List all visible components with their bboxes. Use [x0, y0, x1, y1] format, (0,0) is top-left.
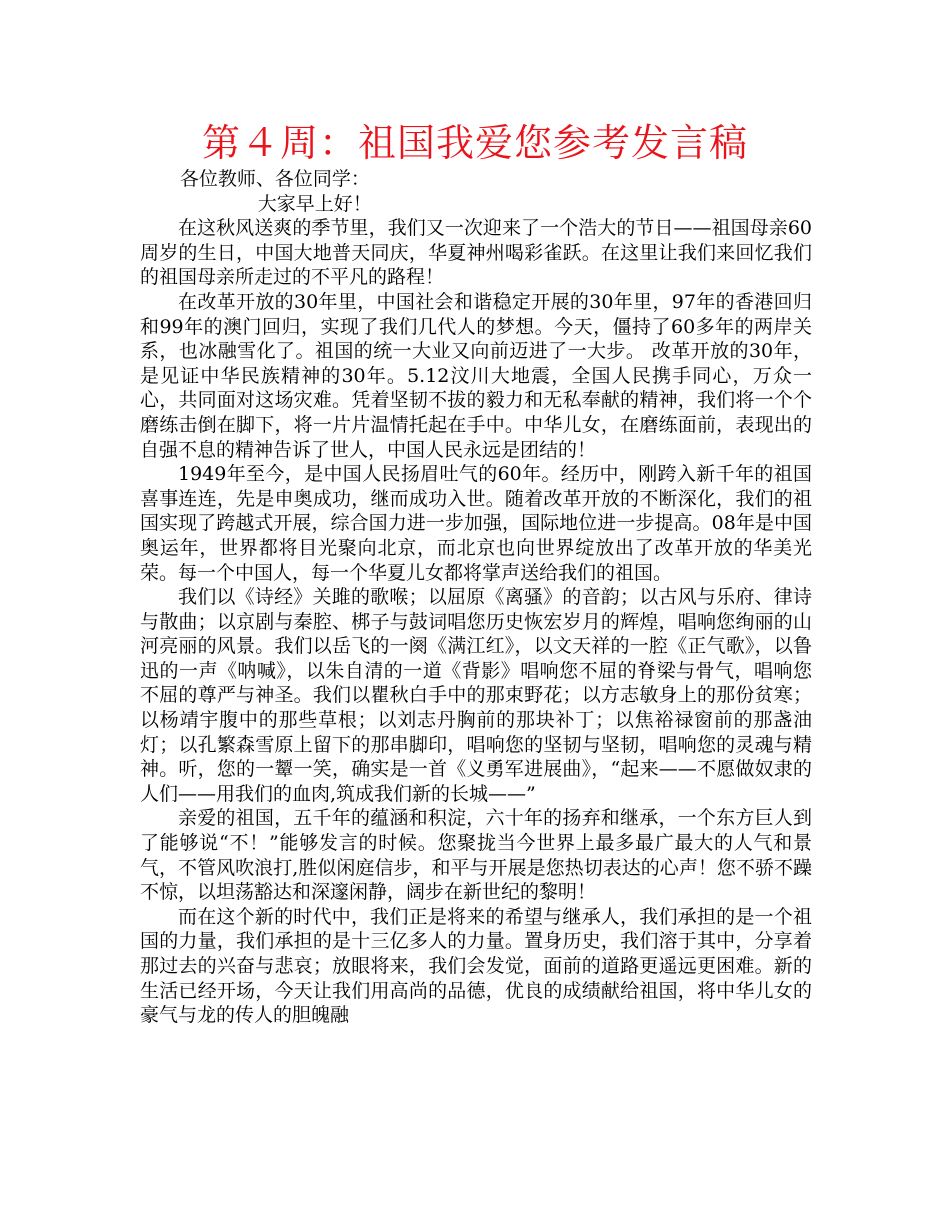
document-body — [140, 167, 812, 1028]
paragraph-6: 而在这个新的时代中，我们正是将来的希望与继承人，我们承担的是一个祖国的力量，我们承担的是十三亿多人的力量。置身历史，我们溶于其中，分享着那过去的兴奋与悲哀；放眼将来，我们会发觉，面前的道路更遥远更困难。新的生活已经开场，今天让我们用高尚的品德，优良的成绩献给祖国，将中华儿女的豪气与龙的传人的胆魄融 — [140, 905, 812, 1027]
paragraph-2: 在改革开放的30年里，中国社会和谐稳定开展的30年里，97年的香港回归和99年的澳门回归，实现了我们几代人的梦想。今天，僵持了60多年的两岸关系，也冰融雪化了。祖国的统一大业又向前迈进了一大步。 改革开放的30年，是见证中华民族精神的30年。5.12汶川大地震，全国人民携手同心，万众一心，共同面对这场灾难。凭着坚韧不拔的毅力和无私奉献的精神，我们将一个个磨练击倒在脚下，将一片片温情托起在手中。中华儿女，在磨练面前，表现出的自强不息的精神告诉了世人，中国人民永远是团结的！ — [140, 290, 812, 461]
paragraph-4: 我们以《诗经》关雎的歌喉；以屈原《离骚》的音韵；以古风与乐府、律诗与散曲；以京剧与秦腔、梆子与鼓词唱您历史恢宏岁月的辉煌，唱响您绚丽的山河亮丽的风景。我们以岳飞的一阕《满江红》，以文天祥的一腔《正气歌》，以鲁迅的一声《呐喊》，以朱自清的一道《背影》唱响您不屈的脊梁与骨气，唱响您不屈的尊严与神圣。我们以瞿秋白手中的那束野花；以方志敏身上的那份贫寒；以杨靖宇腹中的那些草根；以刘志丹胸前的那块补丁；以焦裕禄窗前的那盏油灯；以孔繁森雪原上留下的那串脚印，唱响您的坚韧与坚韧，唱响您的灵魂与精神。听，您的一颦一笑，确实是一首《义勇军进展曲》，“起来——不愿做奴隶的人们——用我们的血肉,筑成我们新的长城——” — [140, 586, 812, 805]
paragraph-3: 1949年至今，是中国人民扬眉吐气的60年。经历中，刚跨入新千年的祖国喜事连连，先是申奥成功，继而成功入世。随着改革开放的不断深化，我们的祖国实现了跨越式开展，综合国力进一步加强，国际地位进一步提高。08年是中国奥运年，世界都将目光聚向北京，而北京也向世界绽放出了改革开放的华美光荣。每一个中国人，每一个华夏儿女都将掌声送给我们的祖国。 — [140, 463, 812, 584]
salutation: 各位教师、各位同学： — [179, 168, 370, 190]
page-title: 第４周：祖国我爱您参考发言稿 — [201, 121, 748, 165]
paragraph-5: 亲爱的祖国，五千年的蕴涵和积淀，六十年的扬弃和继承，一个东方巨人到了能够说“不！”能够发言的时候。您聚拢当今世界上最多最广最大的人气和景气，不管风吹浪打,胜似闲庭信步，和平与开展是您热切表达的心声！您不骄不躁不惊，以坦荡豁达和深邃闲静，阔步在新世纪的黎明！ — [140, 807, 812, 904]
greeting: 大家早上好！ — [257, 192, 372, 215]
paragraph-1: 在这秋风送爽的季节里，我们又一次迎来了一个浩大的节日——祖国母亲60周岁的生日，中国大地普天同庆，华夏神州喝彩雀跃。在这里让我们来回忆我们的祖国母亲所走过的不平凡的路程！ — [140, 217, 812, 289]
